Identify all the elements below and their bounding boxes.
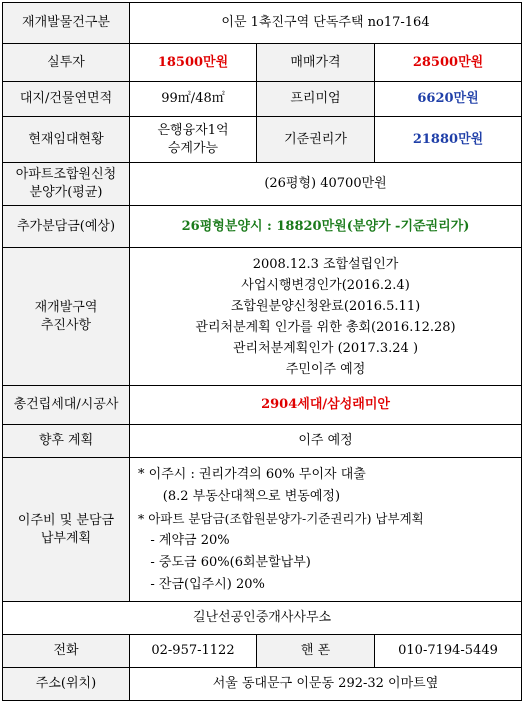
progress-item: 관리처분계획 인가를 위한 총회(2016.12.28) [195, 319, 456, 335]
extra-label: 추가분담금(예상) [3, 206, 130, 248]
future-label: 향후 계획 [3, 425, 130, 458]
row-address [3, 668, 522, 701]
moving-plan-line: - 계약금 20% [138, 532, 230, 548]
sale-price-value: 28500만원 [375, 44, 522, 82]
apartment-label [3, 163, 130, 206]
mobile-label: 핸 폰 [257, 635, 375, 668]
category-value: 이문 1촉진구역 단독주택 no17-164 [130, 3, 522, 44]
lease-line-2: 승계가능 [167, 140, 219, 156]
progress-item: 2008.12.3 조합설립인가 [252, 256, 399, 272]
base-right-label: 기준권리가 [257, 117, 375, 163]
future-value: 이주 예정 [130, 425, 522, 458]
property-table [2, 2, 522, 701]
land-value: 99㎡/48㎡ [130, 82, 257, 117]
progress-label [3, 248, 130, 386]
progress-item: 관리처분계획인가 (2017.3.24 ) [232, 340, 419, 356]
households-label: 총건립세대/시공사 [3, 386, 130, 425]
row-land [3, 82, 522, 117]
moving-label-line-1: 이주비 및 분담금 [17, 512, 115, 528]
row-progress [3, 248, 522, 386]
investment-value: 18500만원 [130, 44, 257, 82]
moving-label [3, 458, 130, 602]
row-category [3, 3, 522, 44]
row-moving [3, 458, 522, 602]
premium-value: 6620만원 [375, 82, 522, 117]
row-agency [3, 602, 522, 635]
address-value: 서울 동대문구 이문동 292-32 이마트옆 [130, 668, 522, 701]
lease-line-1: 은행융자1억 [157, 122, 229, 138]
row-households [3, 386, 522, 425]
extra-value: 26평형분양시 : 18820만원(분양가 -기준권리가) [130, 206, 522, 248]
households-value: 2904세대/삼성래미안 [130, 386, 522, 425]
row-lease [3, 117, 522, 163]
moving-plan-line: * 아파트 분담금(조합원분양가-기준권리가) 납부계획 [138, 510, 424, 526]
progress-label-line-1: 재개발구역 [34, 299, 98, 315]
phone-label: 전화 [3, 635, 130, 668]
moving-plan-line: * 이주시 : 권리가격의 60% 무이자 대출 [138, 466, 366, 482]
moving-plan [130, 458, 522, 602]
progress-item: 조합원분양신청완료(2016.5.11) [230, 298, 421, 314]
moving-label-line-2: 납부계획 [40, 530, 92, 546]
progress-list [130, 248, 522, 386]
row-extra [3, 206, 522, 248]
moving-plan-line: - 중도금 60%(6회분할납부) [138, 554, 311, 570]
row-phone [3, 635, 522, 668]
lease-label: 현재임대현황 [3, 117, 130, 163]
mobile-value: 010-7194-5449 [375, 635, 522, 668]
progress-label-line-2: 추진사항 [40, 317, 92, 333]
property-sheet [2, 2, 521, 701]
progress-item: 사업시행변경인가(2016.2.4) [241, 277, 410, 293]
progress-item: 주민이주 예정 [285, 361, 366, 377]
premium-label: 프리미엄 [257, 82, 375, 117]
address-label: 주소(위치) [3, 668, 130, 701]
apartment-label-line-1: 아파트조합원신청 [15, 167, 117, 182]
agency-name: 길난선공인중개사사무소 [3, 602, 522, 635]
row-apartment [3, 163, 522, 206]
base-right-value: 21880만원 [375, 117, 522, 163]
apartment-label-line-2: 분양가(평균) [29, 185, 103, 200]
apartment-value: (26평형) 40700만원 [130, 163, 522, 206]
moving-plan-line: - 잔금(입주시) 20% [138, 576, 265, 592]
sale-price-label: 매매가격 [257, 44, 375, 82]
investment-label: 실투자 [3, 44, 130, 82]
row-investment [3, 44, 522, 82]
category-label: 재개발물건구분 [3, 3, 130, 44]
land-label: 대지/건물연면적 [3, 82, 130, 117]
moving-plan-line: (8.2 부동산대책으로 변동예정) [138, 488, 341, 504]
phone-value: 02-957-1122 [130, 635, 257, 668]
row-future [3, 425, 522, 458]
lease-value [130, 117, 257, 163]
